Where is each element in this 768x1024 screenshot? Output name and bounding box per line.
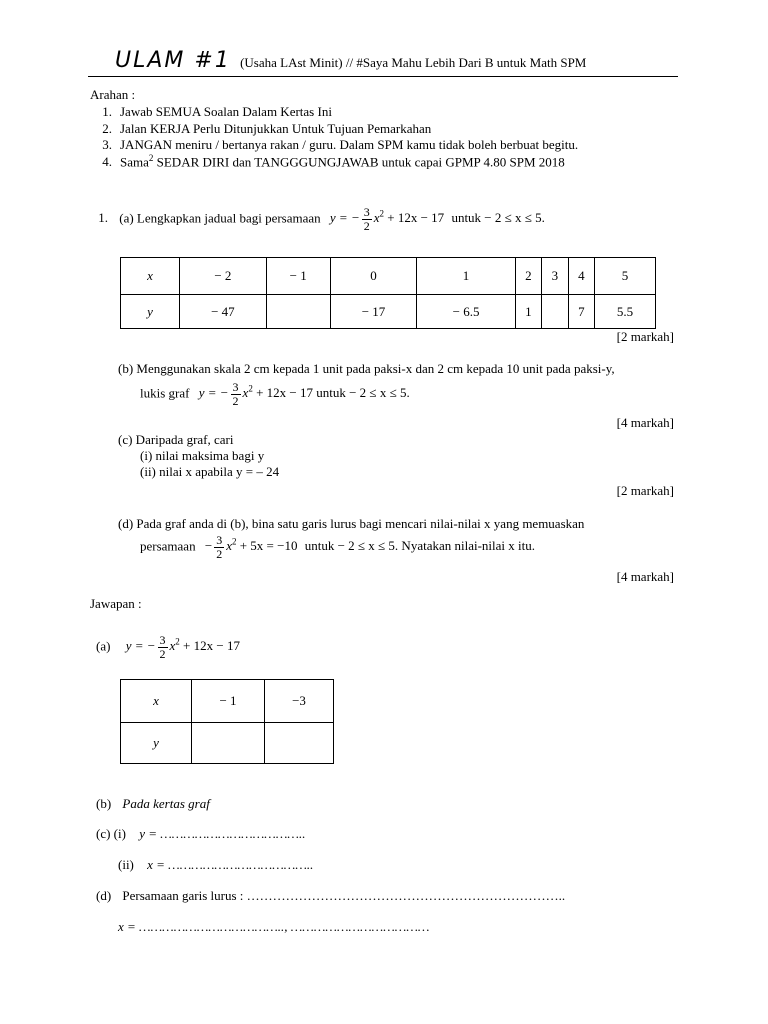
marks-d: [4 markah] xyxy=(616,569,674,584)
answer-table-header-y: y xyxy=(121,723,192,764)
answer-d-x xyxy=(118,919,429,935)
eq-sup: 2 xyxy=(175,637,180,648)
table-cell-blank[interactable] xyxy=(266,295,330,329)
part-c-sub-i: (i) nilai maksima bagi y xyxy=(140,448,265,463)
table-cell-blank[interactable] xyxy=(542,295,568,329)
fraction xyxy=(231,381,241,408)
answer-c-ii-field[interactable]: x = ……………………………….. xyxy=(147,857,314,872)
fraction-den: 2 xyxy=(159,647,166,661)
eq-pre: y = − xyxy=(329,210,360,226)
instruction-item xyxy=(90,104,332,120)
marks-b: [4 markah] xyxy=(616,415,674,430)
table-cell: − 17 xyxy=(330,295,417,329)
eq-tail: + 5x = −10 xyxy=(236,538,298,554)
table-cell: − 2 xyxy=(180,258,267,295)
fraction-num: 3 xyxy=(363,205,370,219)
instruction-item xyxy=(90,121,431,137)
table-header-y: y xyxy=(121,295,180,329)
eq-pre: − xyxy=(204,538,213,554)
instruction-item xyxy=(90,137,578,153)
part-c-line1: (c) Daripada graf, cari xyxy=(118,432,234,447)
question-num: 1. xyxy=(98,210,108,226)
eq-x: x xyxy=(169,638,176,654)
answer-b-label: (b) xyxy=(96,796,112,811)
instruction-text: Jalan KERJA Perlu Ditunjukkan Untuk Tujuan Pemarkahan xyxy=(120,121,432,136)
answer-d xyxy=(96,888,565,904)
part-b-line2 xyxy=(140,381,410,408)
table-header-x: x xyxy=(121,258,180,295)
brand-title: ULAM #1 xyxy=(115,48,231,73)
answer-table-cell: − 1 xyxy=(192,680,265,723)
fraction-den: 2 xyxy=(232,394,239,408)
table-cell: 4 xyxy=(568,258,594,295)
instruction-num: 3. xyxy=(102,137,112,152)
answer-table xyxy=(120,679,334,764)
fraction-num: 3 xyxy=(216,533,223,547)
instruction-text-pre: Sama xyxy=(120,154,149,170)
instruction-num: 2. xyxy=(102,121,112,136)
instruction-text-post: SEDAR DIRI dan TANGGGUNGJAWAB untuk capai GPMP 4.80 SPM 2018 xyxy=(153,154,565,170)
table-cell: 1 xyxy=(417,258,515,295)
answer-table-blank[interactable] xyxy=(192,723,265,764)
eq-x: x xyxy=(242,385,249,401)
instruction-item xyxy=(90,153,565,170)
part-d-line2 xyxy=(140,534,535,561)
table-cell: − 47 xyxy=(180,295,267,329)
eq-x: x xyxy=(226,538,232,554)
instruction-num: 4. xyxy=(102,154,112,170)
eq-sup: 2 xyxy=(379,209,385,220)
part-b-pre: lukis graf xyxy=(140,385,190,401)
answer-d-label: (d) xyxy=(96,888,112,903)
fraction-num: 3 xyxy=(232,380,239,394)
table-cell: − 6.5 xyxy=(417,295,515,329)
eq-pre: y = − xyxy=(198,385,229,401)
instruction-num: 1. xyxy=(102,104,112,119)
table-cell: 5 xyxy=(595,258,656,295)
header-subtitle: (Usaha LAst Minit) // #Saya Mahu Lebih Dari B untuk Math SPM xyxy=(240,55,587,70)
part-b-line1: (b) Menggunakan skala 2 cm kepada 1 unit pada paksi-x dan 2 cm kepada 10 unit pada paksi-y, xyxy=(118,361,615,376)
eq-sup: 2 xyxy=(248,384,253,395)
part-d-pre: persamaan xyxy=(140,538,196,554)
fraction-den: 2 xyxy=(216,547,223,561)
answer-c-i xyxy=(96,826,305,842)
table-cell: 5.5 xyxy=(595,295,656,329)
fraction-den: 2 xyxy=(363,219,370,233)
answer-c-label: (c) (i) xyxy=(96,826,126,841)
table-cell: − 1 xyxy=(266,258,330,295)
instruction-text: Jawab SEMUA Soalan Dalam Kertas Ini xyxy=(120,104,332,119)
answer-heading: Jawapan : xyxy=(90,596,142,611)
part-c-sub-ii: (ii) nilai x apabila y = – 24 xyxy=(140,464,280,479)
answer-a-label: (a) xyxy=(96,638,111,654)
instruction-sup: 2 xyxy=(148,153,154,163)
answer-a xyxy=(96,634,240,661)
eq-pre: y = − xyxy=(125,638,156,654)
answer-d-field[interactable]: Persamaan garis lurus : ……………………………………………………………….. xyxy=(122,888,566,903)
answer-table-cell: −3 xyxy=(265,680,334,723)
answer-c-ii xyxy=(118,857,313,873)
fraction-num: 3 xyxy=(159,633,166,647)
table-cell: 7 xyxy=(568,295,594,329)
table-cell: 2 xyxy=(515,258,541,295)
table-cell: 3 xyxy=(542,258,568,295)
table-cell: 0 xyxy=(330,258,417,295)
part-d-line1: (d) Pada graf anda di (b), bina satu garis lurus bagi mencari nilai-nilai x yang memuaskan xyxy=(118,516,585,531)
page-header xyxy=(115,48,586,73)
instruction-text: JANGAN meniru / bertanya rakan / guru. Dalam SPM kamu tidak boleh berbuat begitu. xyxy=(120,137,579,152)
eq-tail: + 12x − 17 xyxy=(384,210,445,226)
marks-a: [2 markah] xyxy=(616,329,674,344)
answer-table-blank[interactable] xyxy=(265,723,334,764)
marks-c: [2 markah] xyxy=(616,483,674,498)
eq-tail: + 12x − 17 xyxy=(179,638,240,654)
answer-d-x-field[interactable]: x = ……………………………….., ……………………………… xyxy=(118,919,430,934)
question-1a xyxy=(90,206,545,233)
answer-b-text: Pada kertas graf xyxy=(122,796,210,811)
answer-c-ii-label: (ii) xyxy=(118,857,134,872)
instructions-heading: Arahan : xyxy=(90,87,136,102)
fraction xyxy=(362,206,372,233)
header-divider xyxy=(88,76,678,77)
range-text: untuk − 2 ≤ x ≤ 5. xyxy=(451,210,545,226)
answer-table-header-x: x xyxy=(121,680,192,723)
table-cell: 1 xyxy=(515,295,541,329)
part-a-text: (a) Lengkapkan jadual bagi persamaan xyxy=(119,210,321,226)
values-table xyxy=(120,257,656,329)
eq-tail: + 12x − 17 untuk − 2 ≤ x ≤ 5. xyxy=(252,385,410,401)
answer-b xyxy=(96,796,210,812)
eq-sup: 2 xyxy=(231,537,237,548)
answer-c-i-field[interactable]: y = ……………………………….. xyxy=(139,826,306,841)
fraction xyxy=(214,534,224,561)
part-d-post: untuk − 2 ≤ x ≤ 5. Nyatakan nilai-nilai x itu. xyxy=(304,538,536,554)
fraction xyxy=(158,634,168,661)
eq-x: x xyxy=(373,210,380,226)
